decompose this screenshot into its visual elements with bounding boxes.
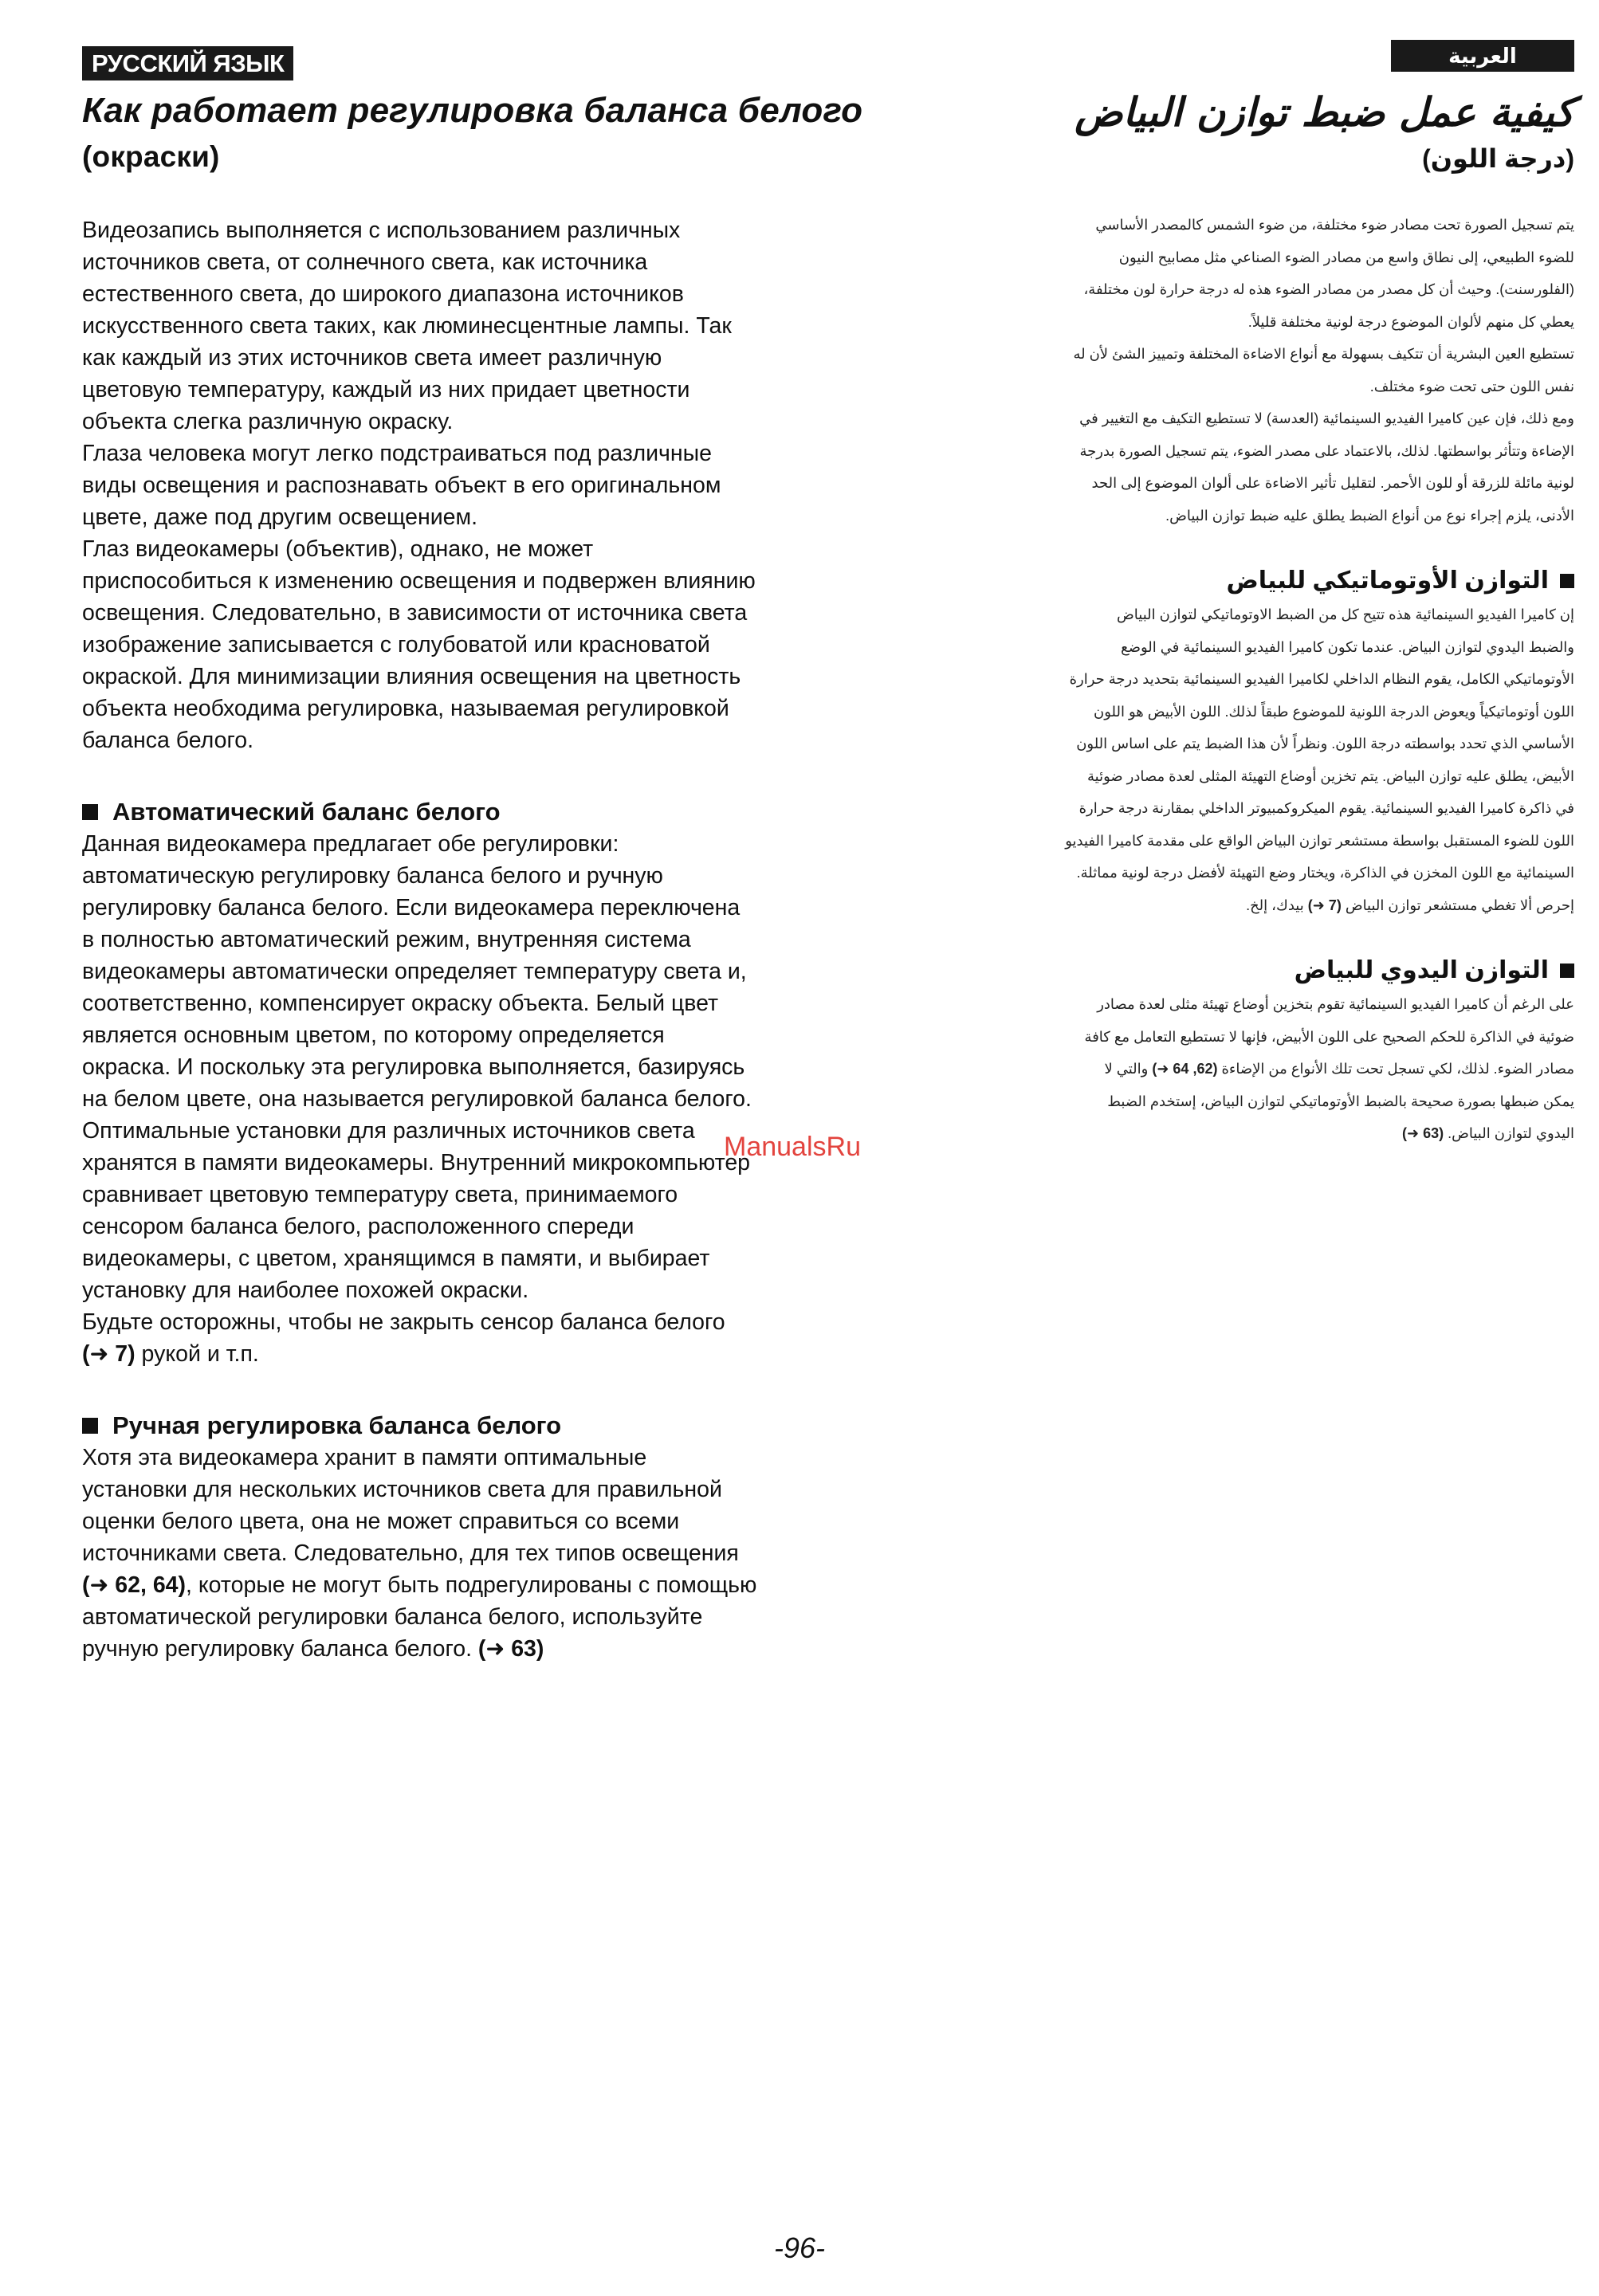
- text-fragment: , которые не могут быть подрегулированы с помощью: [186, 1572, 757, 1598]
- text-fragment: рукой и т.п.: [135, 1341, 259, 1367]
- text-line: اللون أوتوماتيكياً ويعوض الدرجة اللونية للموضوع طبقاً لذلك. اللون الأبيض هو اللون: [1094, 703, 1574, 720]
- text-line: يعطي كل منهم لألوان الموضوع درجة لونية مختلفة قليلاً.: [1247, 313, 1574, 330]
- text-line: تستطيع العين البشرية أن تتكيف بسهولة مع أنواع الاضاءة المختلفة وتمييز الشئ لأن له: [1073, 346, 1574, 362]
- text-line: освещения. Следовательно, в зависимости от источника света: [82, 600, 748, 626]
- arabic-title: كيفية عمل ضبط توازن البياض: [1075, 89, 1574, 135]
- text-line: اللون للضوء المستقبل بواسطة مستشعر توازن البياض الواقع على مقدمة كاميرا الفيديو: [1065, 832, 1574, 849]
- page-reference: (➜ 7): [82, 1341, 136, 1367]
- text-line: сенсором баланса белого, расположенного спереди: [82, 1214, 634, 1239]
- text-line: [933, 1117, 1574, 1150]
- russian-column: [82, 46, 871, 1665]
- text-line: يتم تسجيل الصورة تحت مصادر ضوء مختلفة، من ضوء الشمس كالمصدر الأساسي: [1095, 217, 1574, 233]
- text-line: [82, 1569, 871, 1601]
- page-reference: (➜ 63): [477, 1636, 544, 1662]
- page-reference: (➜ 62, 64): [82, 1572, 187, 1598]
- page-number: -96-: [773, 2231, 826, 2264]
- text-line: является основным цветом, по которому определяется: [82, 1022, 665, 1048]
- text-line: والضبط اليدوي لتوازن البياض. عندما تكون كاميرا الفيديو السينمائية في الوضع: [1121, 638, 1574, 655]
- text-line: баланса белого.: [82, 728, 254, 753]
- text-line: لونية مائلة للزرقة أو للون الأحمر. لتقليل تأثير الاضاءة على ألوان الموضوع إلى الحد: [1091, 475, 1574, 491]
- heading-text: Автоматический баланс белого: [112, 798, 501, 826]
- page-reference: (62, 64 ➜): [1152, 1061, 1218, 1077]
- arabic-auto-heading: [933, 563, 1574, 599]
- russian-title: [82, 88, 871, 179]
- arabic-intro: [933, 209, 1574, 532]
- text-line: Глаз видеокамеры (объектив), однако, не может: [82, 536, 594, 562]
- text-line: видеокамеры автоматически определяет температуру света и,: [82, 959, 747, 984]
- bullet-square-icon: [1560, 964, 1574, 978]
- language-badge-russian: РУССКИЙ ЯЗЫК: [82, 46, 293, 80]
- text-line: الأساسي الذي تحدد بواسطته درجة اللون. ونظراً لأن هذا الضبط يتم على اساس اللون: [1076, 736, 1574, 752]
- text-line: يمكن ضبطها بصورة صحيحة بالضبط الأوتوماتيكي لتوازن البياض، إستخدم الضبط: [1107, 1093, 1574, 1109]
- text-line: автоматической регулировки баланса белого, используйте: [82, 1604, 703, 1630]
- text-fragment: والتي لا: [1104, 1061, 1153, 1077]
- text-fragment: ручную регулировку баланса белого.: [82, 1636, 478, 1662]
- text-line: в полностью автоматический режим, внутренняя система: [82, 927, 691, 952]
- text-line: (الفلورسنت). وحيث أن كل مصدر من مصادر الضوء هذه له درجة حرارة لون مختلفة،: [1083, 281, 1574, 297]
- arabic-auto-section: [933, 563, 1574, 921]
- language-badge-arabic: العربية: [1391, 40, 1574, 72]
- text-line: регулировку баланса белого. Если видеокамера переключена: [82, 895, 741, 920]
- bullet-square-icon: [1560, 574, 1574, 588]
- arabic-manual-section: [933, 953, 1574, 1150]
- text-line: ضوئية في الذاكرة للحكم الصحيح على اللون الأبيض، فإنها لا تستطيع التعامل مع كافة: [1084, 1028, 1574, 1045]
- text-line: السينمائية مع اللون المخزن في الذاكرة، ويختار وضع التهيئة لأفضل درجة لونية مماثلة.: [1076, 865, 1574, 881]
- text-line: цвете, даже под другим освещением.: [82, 504, 477, 530]
- text-line: видеокамеры, с цветом, хранящимся в памяти, и выбирает: [82, 1246, 710, 1271]
- heading-text: Ручная регулировка баланса белого: [112, 1411, 562, 1439]
- text-line: Глаза человека могут легко подстраиваться под различные: [82, 441, 712, 466]
- arabic-column: [933, 40, 1574, 1150]
- text-line: объекта необходима регулировка, называемая регулировкой: [82, 696, 729, 721]
- text-fragment: اليدوي لتوازن البياض.: [1444, 1125, 1574, 1141]
- text-line: [933, 889, 1574, 922]
- page-reference: (63 ➜): [1402, 1125, 1444, 1141]
- text-line: Оптимальные установки для различных источников света: [82, 1118, 695, 1144]
- text-line: [82, 1633, 871, 1665]
- text-line: установку для наиболее похожей окраски.: [82, 1278, 529, 1303]
- text-line: الإضاءة وتتأثر بواسطتها. لذلك، بالاعتماد على مصدر الضوء، يتم تسجيل الصورة بدرجة: [1079, 442, 1574, 459]
- russian-title-suffix: (окраски): [82, 140, 220, 173]
- text-line: естественного света, до широкого диапазона источников: [82, 281, 684, 307]
- text-line: автоматическую регулировку баланса белого и ручную: [82, 863, 663, 889]
- text-line: источников света, от солнечного света, как источника: [82, 249, 648, 275]
- text-line: الأبيض، يطلق عليه توازن البياض. يتم تخزين أوضاع التهيئة المثلى لعدة مصادر ضوئية: [1087, 767, 1574, 784]
- text-line: окраской. Для минимизации влияния освещения на цветность: [82, 664, 741, 689]
- text-line: установки для нескольких источников света для правильной: [82, 1477, 722, 1502]
- text-line: Данная видеокамера предлагает обе регулировки:: [82, 831, 619, 857]
- text-line: [933, 1053, 1574, 1085]
- text-line: Будьте осторожны, чтобы не закрыть сенсор баланса белого: [82, 1309, 725, 1335]
- russian-intro: [82, 214, 871, 756]
- russian-auto-heading: [82, 796, 871, 828]
- text-line: إن كاميرا الفيديو السينمائية هذه تتيح كل من الضبط الاوتوماتيكي لتوازن البياض: [1117, 606, 1574, 622]
- text-line: на белом цвете, она называется регулировкой баланса белого.: [82, 1086, 752, 1112]
- text-line: хранятся в памяти видеокамеры. Внутренний микрокомпьютер: [82, 1150, 751, 1175]
- text-line: في ذاكرة كاميرا الفيديو السينمائية. يقوم الميكروكمبيوتر الداخلي بمقارنة درجة حرارة: [1078, 800, 1574, 816]
- russian-manual-heading: [82, 1410, 871, 1442]
- text-line: الأدنى، يلزم إجراء نوع من أنواع الضبط يطلق عليه ضبط توازن البياض.: [1165, 507, 1574, 524]
- text-line: Хотя эта видеокамера хранит в памяти оптимальные: [82, 1445, 647, 1470]
- heading-text: التوازن اليدوي للبياض: [1294, 957, 1549, 983]
- text-line: نفس اللون حتى تحت ضوء مختلف.: [1369, 378, 1574, 394]
- text-line: сравнивает цветовую температуру света, принимаемого: [82, 1182, 678, 1207]
- russian-title-main: Как работает регулировка баланса белого: [82, 91, 863, 130]
- page-reference: (7 ➜): [1307, 897, 1342, 913]
- text-line: приспособиться к изменению освещения и подвержен влиянию: [82, 568, 756, 594]
- text-line: окраска. И поскольку эта регулировка выполняется, базируясь: [82, 1054, 745, 1080]
- text-line: цветовую температуру, каждый из них придает цветности: [82, 377, 690, 402]
- text-line: ومع ذلك، فإن عين كاميرا الفيديو السينمائية (العدسة) لا تستطيع التكيف مع التغيير في: [1079, 410, 1574, 426]
- text-line: соответственно, компенсирует окраску объекта. Белый цвет: [82, 991, 719, 1016]
- bullet-square-icon: [82, 804, 98, 820]
- text-line: للضوء الطبيعي، إلى نطاق واسع من مصادر الضوء الصناعي مثل مصابيح النيون: [1118, 249, 1574, 265]
- arabic-manual-heading: [933, 953, 1574, 988]
- bullet-square-icon: [82, 1418, 98, 1434]
- text-line: Видеозапись выполняется с использованием различных: [82, 218, 681, 243]
- text-line: الأوتوماتيكي الكامل، يقوم النظام الداخلي لكاميرا الفيديو السينمائية بتحديد درجة حرارة: [1069, 671, 1574, 687]
- heading-text: التوازن الأوتوماتيكي للبياض: [1226, 567, 1549, 594]
- russian-auto-section: [82, 796, 871, 1370]
- text-line: виды освещения и распознавать объект в его оригинальном: [82, 473, 721, 498]
- text-line: изображение записывается с голубоватой или красноватой: [82, 632, 710, 657]
- watermark: ManualsRu: [724, 1132, 861, 1162]
- text-line: على الرغم أن كاميرا الفيديو السينمائية تقوم بتخزين أوضاع تهيئة مثلى لعدة مصادر: [1097, 996, 1574, 1012]
- text-fragment: مصادر الضوء. لذلك، لكي تسجل تحت تلك الأنواع من الإضاءة: [1217, 1061, 1574, 1077]
- text-line: источниками света. Следовательно, для тех типов освещения: [82, 1540, 739, 1566]
- text-fragment: إحرص ألا تغطي مستشعر توازن البياض: [1341, 897, 1574, 913]
- text-line: искусственного света таких, как люминесцентные лампы. Так: [82, 313, 732, 339]
- arabic-title-suffix: (درجة اللون): [1422, 144, 1574, 173]
- text-line: оценки белого цвета, она не может справиться со всеми: [82, 1509, 680, 1534]
- text-line: объекта слегка различную окраску.: [82, 409, 454, 434]
- text-line: как каждый из этих источников света имеет различную: [82, 345, 662, 371]
- text-fragment: بيدك، إلخ.: [1246, 897, 1308, 913]
- text-line: [82, 1338, 871, 1370]
- russian-manual-section: [82, 1410, 871, 1665]
